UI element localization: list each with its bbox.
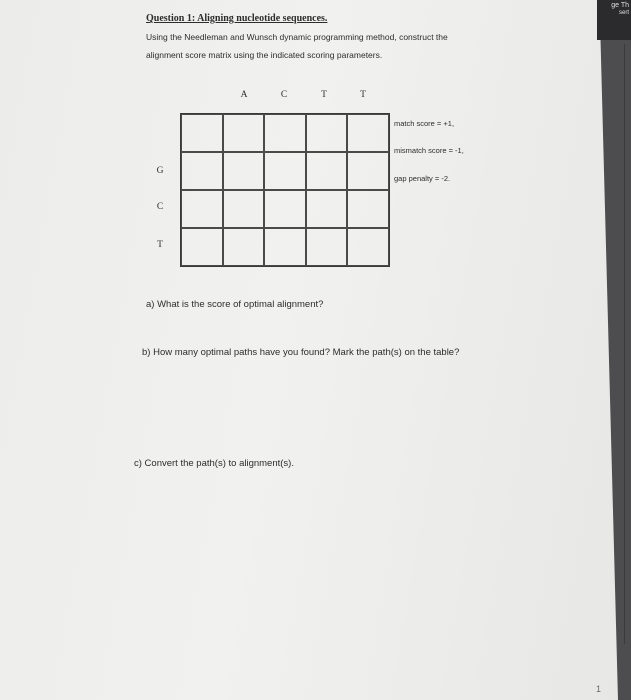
matrix-cell[interactable] bbox=[181, 228, 223, 266]
corner-text-2: sert bbox=[618, 10, 629, 16]
question-part-a: a) What is the score of optimal alignment? bbox=[146, 299, 324, 310]
column-header: T bbox=[360, 90, 366, 100]
matrix-cell[interactable] bbox=[264, 114, 306, 152]
row-header: G bbox=[156, 166, 164, 176]
matrix-cell[interactable] bbox=[347, 228, 389, 266]
matrix-cell[interactable] bbox=[223, 152, 265, 190]
question-intro-line-2: alignment score matrix using the indicated scoring parameters. bbox=[146, 50, 383, 60]
matrix-cell[interactable] bbox=[306, 190, 348, 228]
background-edge-line bbox=[624, 44, 625, 644]
matrix-cell[interactable] bbox=[223, 190, 265, 228]
matrix-cell[interactable] bbox=[181, 152, 223, 190]
question-part-c: c) Convert the path(s) to alignment(s). bbox=[134, 458, 294, 469]
matrix-cell[interactable] bbox=[306, 152, 348, 190]
question-intro-line-1: Using the Needleman and Wunsch dynamic programming method, construct the bbox=[146, 32, 448, 42]
row-header: C bbox=[156, 202, 164, 212]
background-corner-tab bbox=[597, 0, 631, 40]
matrix-cell[interactable] bbox=[181, 190, 223, 228]
column-header: A bbox=[240, 90, 248, 100]
matrix-cell[interactable] bbox=[264, 152, 306, 190]
question-title: Question 1: Aligning nucleotide sequences. bbox=[146, 13, 328, 24]
matrix-cell[interactable] bbox=[223, 228, 265, 266]
matrix-cell[interactable] bbox=[181, 114, 223, 152]
alignment-score-matrix[interactable] bbox=[180, 113, 390, 267]
matrix-cell[interactable] bbox=[347, 152, 389, 190]
match-score: match score = +1, bbox=[394, 119, 455, 128]
gap-penalty: gap penalty = -2. bbox=[394, 174, 451, 183]
matrix-cell[interactable] bbox=[264, 190, 306, 228]
column-header: C bbox=[280, 90, 288, 100]
corner-text-1: ge Th bbox=[611, 2, 629, 9]
page-number: 1 bbox=[595, 684, 601, 694]
matrix-cell[interactable] bbox=[347, 190, 389, 228]
matrix-cell[interactable] bbox=[264, 228, 306, 266]
matrix-cell[interactable] bbox=[306, 114, 348, 152]
matrix-cell[interactable] bbox=[223, 114, 265, 152]
question-part-b: b) How many optimal paths have you found? Mark the path(s) on the table? bbox=[142, 347, 460, 358]
column-header: T bbox=[321, 90, 327, 100]
mismatch-score: mismatch score = -1, bbox=[394, 146, 464, 155]
row-header: T bbox=[157, 240, 163, 250]
matrix-cell[interactable] bbox=[347, 114, 389, 152]
matrix-cell[interactable] bbox=[306, 228, 348, 266]
